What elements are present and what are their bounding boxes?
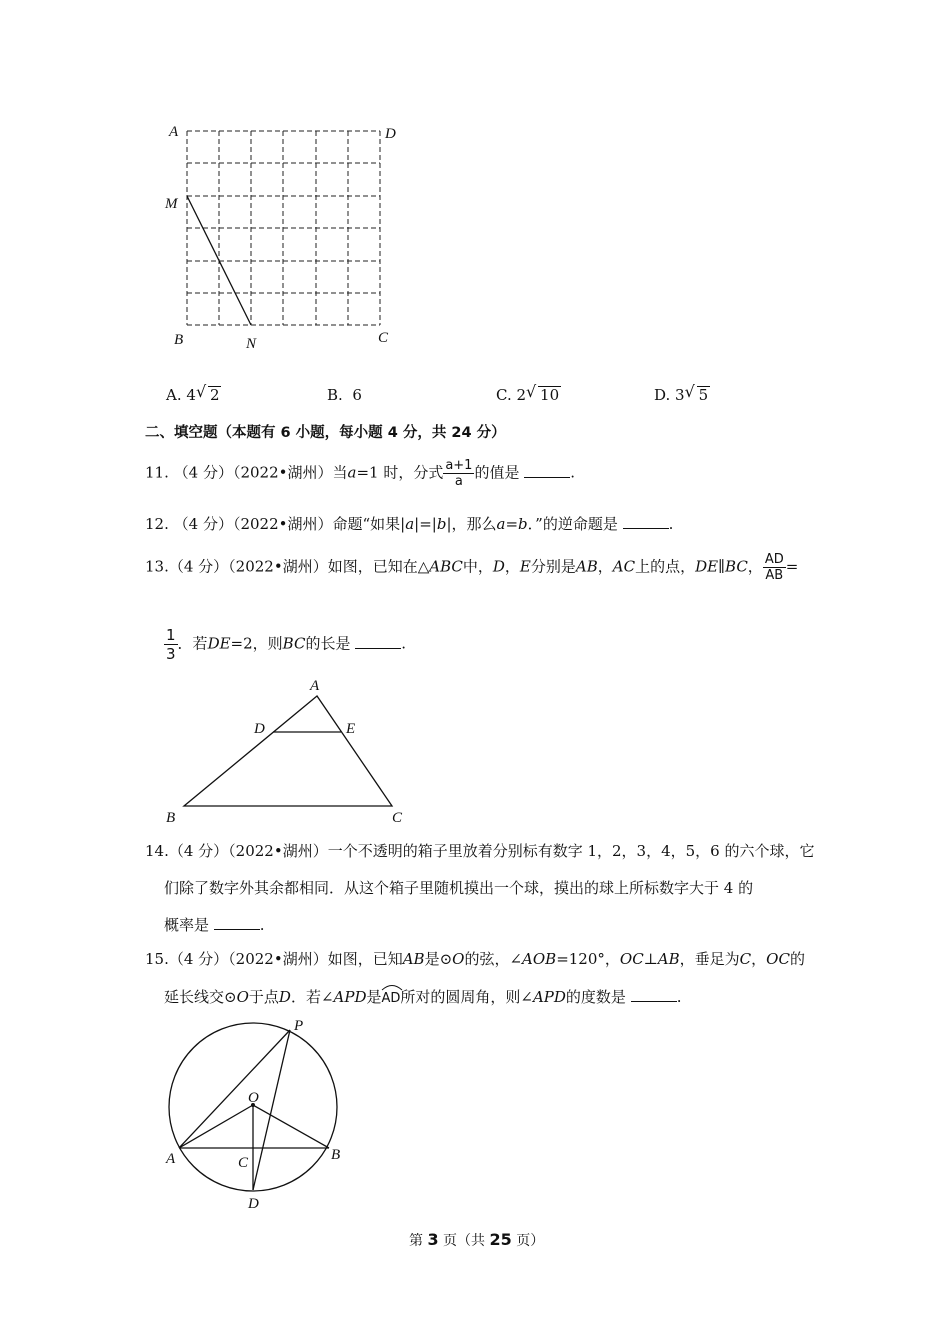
option-d: D. 3 √ 5 (654, 382, 709, 404)
question-13-line2: $\frac{1}{3}$ ．若DE=2，则BC的长是 . (166, 626, 407, 663)
triangle-figure (160, 672, 420, 832)
question-13: 13.（4 分）（2022•湖州）如图，已知在△ABC中，D，E分别是AB，AC上的点，DE∥BC， $\frac{AD}{AB}$ = (145, 552, 799, 583)
option-b: B. 6 (327, 386, 362, 404)
label-o: O (248, 1090, 259, 1106)
answer-blank (214, 917, 260, 930)
label-p: P (294, 1018, 304, 1034)
answer-blank (524, 465, 570, 478)
option-a: A. 4 √ 2 (166, 382, 220, 404)
question-11: 11. （4 分）（2022•湖州）当a=1 时，分式 $\frac{a+1}{a}$ 的值是 . (145, 458, 576, 489)
section-title: 二、填空题（本题有 6 小题，每小题 4 分，共 24 分） (145, 425, 506, 441)
label-a: A (169, 124, 179, 140)
label-c: C (238, 1155, 249, 1171)
question-14-line2: 们除了数字外其余都相同．从这个箱子里随机摸出一个球，摸出的球上所标数字大于 4 的 (164, 879, 754, 897)
label-a: A (166, 1151, 176, 1167)
answer-blank (631, 989, 677, 1002)
question-14: 14.（4 分）（2022•湖州）一个不透明的箱子里放着分别标有数字 1，2，3，4，5，6 的六个球，它 (145, 842, 815, 860)
label-d: D (248, 1196, 259, 1212)
label-d: D (254, 721, 265, 737)
label-m: M (165, 196, 178, 212)
label-c: C (378, 330, 389, 346)
label-b: B (166, 810, 176, 826)
label-d: D (385, 126, 396, 142)
question-14-line3: 概率是 . (164, 916, 265, 934)
question-15-line2: 延长线交⊙O于点D．若∠APD是 AD所对的圆周角，则∠APD的度数是 . (164, 986, 682, 1007)
label-e: E (346, 721, 356, 737)
question-15: 15.（4 分）（2022•湖州）如图，已知AB是⊙O的弦，∠AOB=120°，OC⊥AB，垂足为C，OC的 (145, 950, 805, 968)
question-12: 12. （4 分）（2022•湖州）命题“如果|a|=|b|，那么a=b．”的逆命题是 . (145, 515, 674, 533)
label-c: C (392, 810, 403, 826)
label-b: B (174, 332, 184, 348)
label-b: B (331, 1147, 341, 1163)
label-n: N (246, 336, 257, 352)
label-a: A (310, 678, 320, 694)
page-footer: 第 3 页（共 25 页） (409, 1230, 545, 1249)
circle-figure (160, 1012, 360, 1212)
answer-blank (623, 516, 669, 529)
option-c: C. 2 √ 10 (496, 382, 560, 404)
grid-figure (160, 118, 410, 358)
answer-blank (355, 636, 401, 649)
